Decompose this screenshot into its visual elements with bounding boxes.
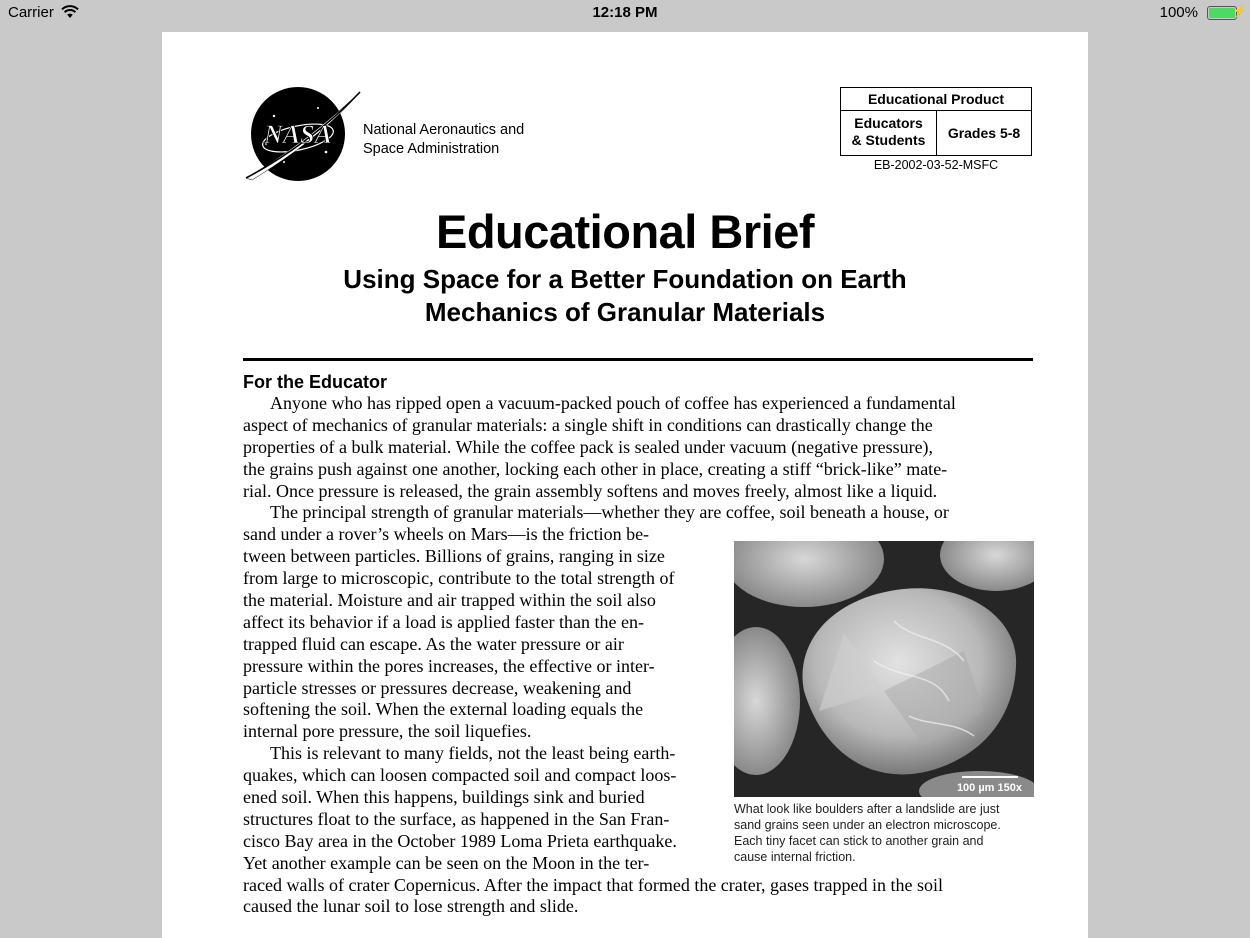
- body-line: trapped fluid can escape. As the water pressure or air: [243, 633, 624, 654]
- charging-icon: ⚡: [1232, 4, 1247, 18]
- agency-line: National Aeronautics and: [363, 122, 525, 138]
- body-line: the material. Moisture and air trapped within the soil also: [243, 590, 656, 611]
- product-grades: Grades 5-8: [947, 125, 1021, 141]
- header-divider: [243, 358, 1033, 361]
- body-line: Yet another example can be seen on the Moon in the ter-: [243, 852, 650, 873]
- product-audience: [841, 111, 937, 155]
- body-line: softening the soil. When the external loading equals the: [243, 699, 644, 720]
- body-line: particle stresses or pressures decrease, weakening and: [243, 677, 632, 698]
- body-line: caused the lunar soil to lose strength and slide.: [243, 896, 579, 917]
- body-line: ened soil. When this happens, buildings sink and buried: [243, 787, 645, 808]
- svg-text:NASA: NASA: [264, 120, 332, 149]
- scale-bar: [962, 776, 1018, 778]
- section-heading: For the Educator: [243, 372, 388, 392]
- agency-name: [363, 121, 524, 159]
- body-line: pressure within the pores increases, the effective or inter-: [243, 655, 655, 676]
- agency-line: Space Administration: [363, 141, 500, 157]
- battery-percent: 100%: [1159, 4, 1198, 21]
- body-line: quakes, which can loosen compacted soil and compact loos-: [243, 765, 677, 786]
- body-line: The principal strength of granular materials—whether they are coffee, soil beneath a house, or: [270, 502, 949, 523]
- product-code: EB-2002-03-52-MSFC: [873, 158, 999, 172]
- body-line: cisco Bay area in the October 1989 Loma Prieta earthquake.: [243, 830, 677, 851]
- audience-line: Educators: [854, 115, 923, 131]
- status-bar: [0, 0, 1250, 26]
- caption-line: sand grains seen under an electron microscope.: [734, 818, 1001, 832]
- audience-line: & Students: [851, 132, 926, 148]
- scale-label: 100 µm 150x: [956, 782, 1022, 794]
- body-line: tween between particles. Billions of grains, ranging in size: [243, 546, 665, 567]
- caption-line: Each tiny facet can stick to another grain and: [734, 834, 984, 848]
- sand-grain-micrograph: [734, 541, 1034, 797]
- body-line: affect its behavior if a load is applied faster than the en-: [243, 611, 645, 632]
- carrier-label: Carrier: [8, 4, 54, 21]
- body-line: structures float to the surface, as happened in the San Fran-: [243, 808, 670, 829]
- product-box: [840, 87, 1032, 156]
- subtitle-line-1: Using Space for a Better Foundation on Earth: [343, 264, 907, 294]
- document-page[interactable]: [162, 32, 1088, 938]
- body-line: internal pore pressure, the soil liquefies.: [243, 721, 532, 742]
- page-title: Educational Brief: [435, 205, 814, 258]
- product-header: Educational Product: [841, 88, 1031, 111]
- clock: 12:18 PM: [592, 4, 658, 21]
- photo-caption: [734, 801, 1034, 865]
- body-line: aspect of mechanics of granular materials: a single shift in conditions can drastically change the: [243, 414, 933, 435]
- body-line: Anyone who has ripped open a vacuum-packed pouch of coffee has experienced a fundamental: [270, 393, 956, 413]
- body-line: This is relevant to many fields, not the least being earth-: [270, 743, 676, 764]
- body-line: properties of a bulk material. While the coffee pack is sealed under vacuum (negative pressure),: [243, 436, 934, 457]
- caption-line: cause internal friction.: [734, 850, 856, 864]
- subtitle-line-2: Mechanics of Granular Materials: [424, 297, 826, 327]
- body-line: the grains push against one another, locking each other in place, creating a stiff “brick-like” mate-: [243, 458, 948, 479]
- nasa-logo-icon: [244, 86, 362, 184]
- body-line: rial. Once pressure is released, the grain assembly softens and moves freely, almost like a liquid.: [243, 480, 938, 501]
- caption-line: What look like boulders after a landslide are just: [734, 802, 1000, 816]
- body-line: from large to microscopic, contribute to the total strength of: [243, 568, 675, 589]
- body-line: raced walls of crater Copernicus. After the impact that formed the crater, gases trapped in the soil: [243, 874, 944, 895]
- body-line: sand under a rover’s wheels on Mars—is the friction be-: [243, 524, 650, 545]
